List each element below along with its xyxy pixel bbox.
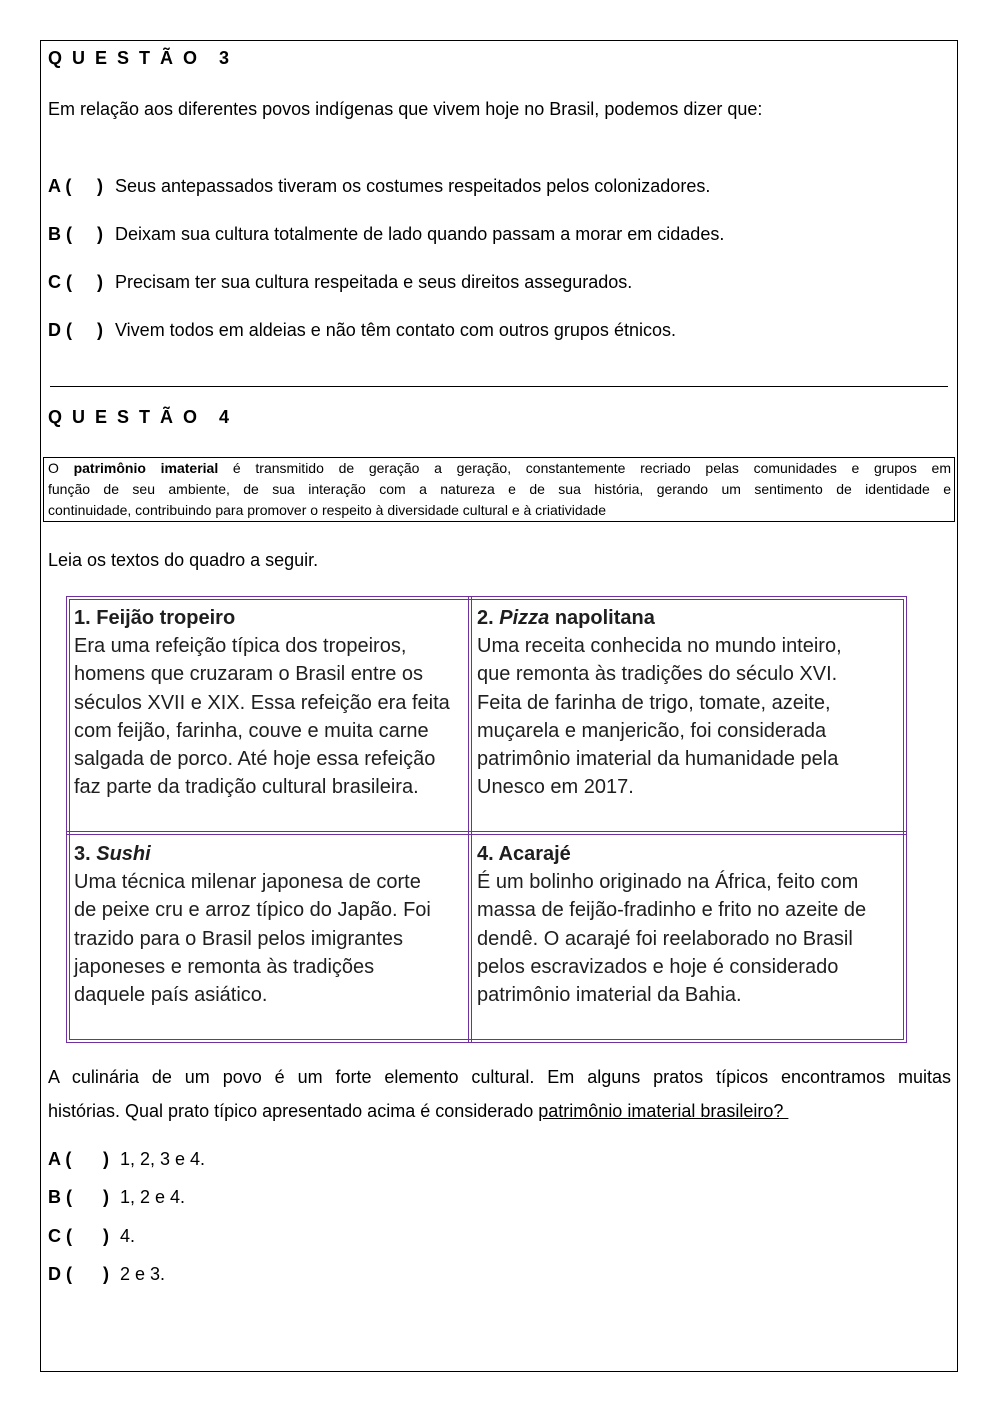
table-vertical-divider bbox=[468, 596, 472, 1043]
option-label: C ( bbox=[48, 1226, 72, 1246]
definition-line-3: continuidade, contribuindo para promover o respeito à diversidade cultural e à criatividade bbox=[48, 502, 606, 518]
option-label: C ( bbox=[48, 272, 72, 292]
question-number: 4 bbox=[219, 407, 230, 427]
cell-line: patrimônio imaterial da humanidade pela bbox=[477, 748, 839, 771]
question-number: 3 bbox=[219, 48, 230, 68]
cell-line: dendê. O acarajé foi reelaborado no Brasil bbox=[477, 927, 853, 950]
option-label: D ( bbox=[48, 320, 72, 340]
section-divider bbox=[50, 386, 948, 387]
option-text: 4. bbox=[120, 1226, 136, 1246]
cell-line: patrimônio imaterial da Bahia. bbox=[477, 984, 742, 1007]
question-3-option-b[interactable] bbox=[48, 223, 724, 245]
cell-line: Unesco em 2017. bbox=[477, 776, 634, 799]
option-close-paren: ) bbox=[103, 1149, 109, 1169]
table-horizontal-divider bbox=[66, 831, 907, 835]
option-close-paren: ) bbox=[103, 1226, 109, 1246]
question-label: QUESTÃO bbox=[48, 48, 208, 68]
option-text: 1, 2 e 4. bbox=[120, 1187, 186, 1207]
table-cell-3 bbox=[74, 840, 431, 1009]
option-label: A ( bbox=[48, 1149, 72, 1169]
cell-heading bbox=[74, 840, 431, 868]
question-4-option-c[interactable] bbox=[48, 1225, 135, 1247]
option-close-paren: ) bbox=[97, 320, 103, 340]
option-label: D ( bbox=[48, 1264, 72, 1284]
cell-number: 1. bbox=[74, 607, 91, 629]
cell-line: com feijão, farinha, couve e muita carne bbox=[74, 719, 429, 742]
cell-title: Acarajé bbox=[498, 843, 571, 865]
definition-box bbox=[43, 457, 955, 522]
table-instruction: Leia os textos do quadro a seguir. bbox=[48, 550, 319, 570]
table-cell-1 bbox=[74, 604, 450, 801]
option-text: Deixam sua cultura totalmente de lado quando passam a morar em cidades. bbox=[115, 224, 725, 244]
cell-title-italic: Pizza bbox=[499, 607, 550, 629]
option-text: Vivem todos em aldeias e não têm contato com outros grupos étnicos. bbox=[115, 320, 676, 340]
option-label: A ( bbox=[48, 176, 72, 196]
cell-number: 2. bbox=[477, 607, 494, 629]
cell-heading bbox=[74, 604, 450, 632]
cell-line: Uma receita conhecida no mundo inteiro, bbox=[477, 635, 842, 658]
option-close-paren: ) bbox=[103, 1264, 109, 1284]
cell-line: pelos escravizados e hoje é considerado bbox=[477, 955, 839, 978]
question-underlined-text: patrimônio imaterial brasileiro? bbox=[538, 1101, 789, 1121]
cell-number: 3. bbox=[74, 843, 91, 865]
cell-line: daquele país asiático. bbox=[74, 984, 268, 1007]
cell-number: 4. bbox=[477, 843, 494, 865]
question-text: histórias. Qual prato típico apresentado acima é considerado bbox=[48, 1101, 539, 1121]
option-label: B ( bbox=[48, 224, 72, 244]
cell-line: japoneses e remonta às tradições bbox=[74, 955, 375, 978]
question-4-option-a[interactable] bbox=[48, 1148, 205, 1170]
option-close-paren: ) bbox=[103, 1187, 109, 1207]
question-4-text-line-2 bbox=[48, 1100, 951, 1122]
question-4-heading bbox=[48, 406, 229, 428]
option-text: 1, 2, 3 e 4. bbox=[120, 1149, 206, 1169]
question-3-heading bbox=[48, 47, 229, 69]
cell-line: salgada de porco. Até hoje essa refeição bbox=[74, 748, 436, 771]
cell-line: faz parte da tradição cultural brasileira. bbox=[74, 776, 419, 799]
cell-title: Feijão tropeiro bbox=[96, 607, 236, 629]
option-close-paren: ) bbox=[97, 176, 103, 196]
cell-line: Feita de farinha de trigo, tomate, azeite, bbox=[477, 691, 831, 714]
question-3-option-c[interactable] bbox=[48, 271, 632, 293]
cell-line: séculos XVII e XIX. Essa refeição era feita bbox=[74, 691, 450, 714]
cell-line: Uma técnica milenar japonesa de corte bbox=[74, 871, 421, 894]
option-text: Seus antepassados tiveram os costumes respeitados pelos colonizadores. bbox=[115, 176, 711, 196]
definition-text: O bbox=[48, 460, 74, 476]
option-text: Precisam ter sua cultura respeitada e seus direitos assegurados. bbox=[115, 272, 633, 292]
definition-term: patrimônio imaterial bbox=[73, 460, 219, 476]
table-cell-4 bbox=[477, 840, 866, 1009]
cell-line: É um bolinho originado na África, feito com bbox=[477, 871, 859, 894]
cell-line: que remonta às tradições do século XVI. bbox=[477, 663, 838, 686]
cell-line: Era uma refeição típica dos tropeiros, bbox=[74, 635, 407, 658]
cell-heading bbox=[477, 604, 842, 632]
question-4-option-b[interactable] bbox=[48, 1186, 185, 1208]
cell-line: homens que cruzaram o Brasil entre os bbox=[74, 663, 424, 686]
option-close-paren: ) bbox=[97, 272, 103, 292]
cell-title: napolitana bbox=[554, 607, 655, 629]
definition-text: é transmitido de geração a geração, constantemente recriado pelas comunidades e grupos em bbox=[218, 460, 951, 476]
cell-title-italic: Sushi bbox=[96, 843, 151, 865]
option-label: B ( bbox=[48, 1187, 72, 1207]
cell-line: muçarela e manjericão, foi considerada bbox=[477, 719, 827, 742]
question-3-prompt: Em relação aos diferentes povos indígenas que vivem hoje no Brasil, podemos dizer que: bbox=[48, 99, 763, 119]
definition-line-1 bbox=[48, 458, 951, 479]
question-4-text-line-1: A culinária de um povo é um forte elemento cultural. Em alguns pratos típicos encontramos muitas bbox=[48, 1067, 951, 1087]
question-3-option-d[interactable] bbox=[48, 319, 676, 341]
cell-line: massa de feijão-fradinho e frito no azeite de bbox=[477, 899, 867, 922]
definition-line-2: função de seu ambiente, de sua interação com a natureza e de sua história, gerando um sentimento de identidade e bbox=[48, 481, 951, 497]
question-4-option-d[interactable] bbox=[48, 1263, 165, 1285]
question-3-option-a[interactable] bbox=[48, 175, 710, 197]
cell-heading bbox=[477, 840, 866, 868]
question-label: QUESTÃO bbox=[48, 407, 208, 427]
cell-line: trazido para o Brasil pelos imigrantes bbox=[74, 927, 404, 950]
cell-line: de peixe cru e arroz típico do Japão. Foi bbox=[74, 899, 431, 922]
table-cell-2 bbox=[477, 604, 842, 801]
option-close-paren: ) bbox=[97, 224, 103, 244]
option-text: 2 e 3. bbox=[120, 1264, 166, 1284]
